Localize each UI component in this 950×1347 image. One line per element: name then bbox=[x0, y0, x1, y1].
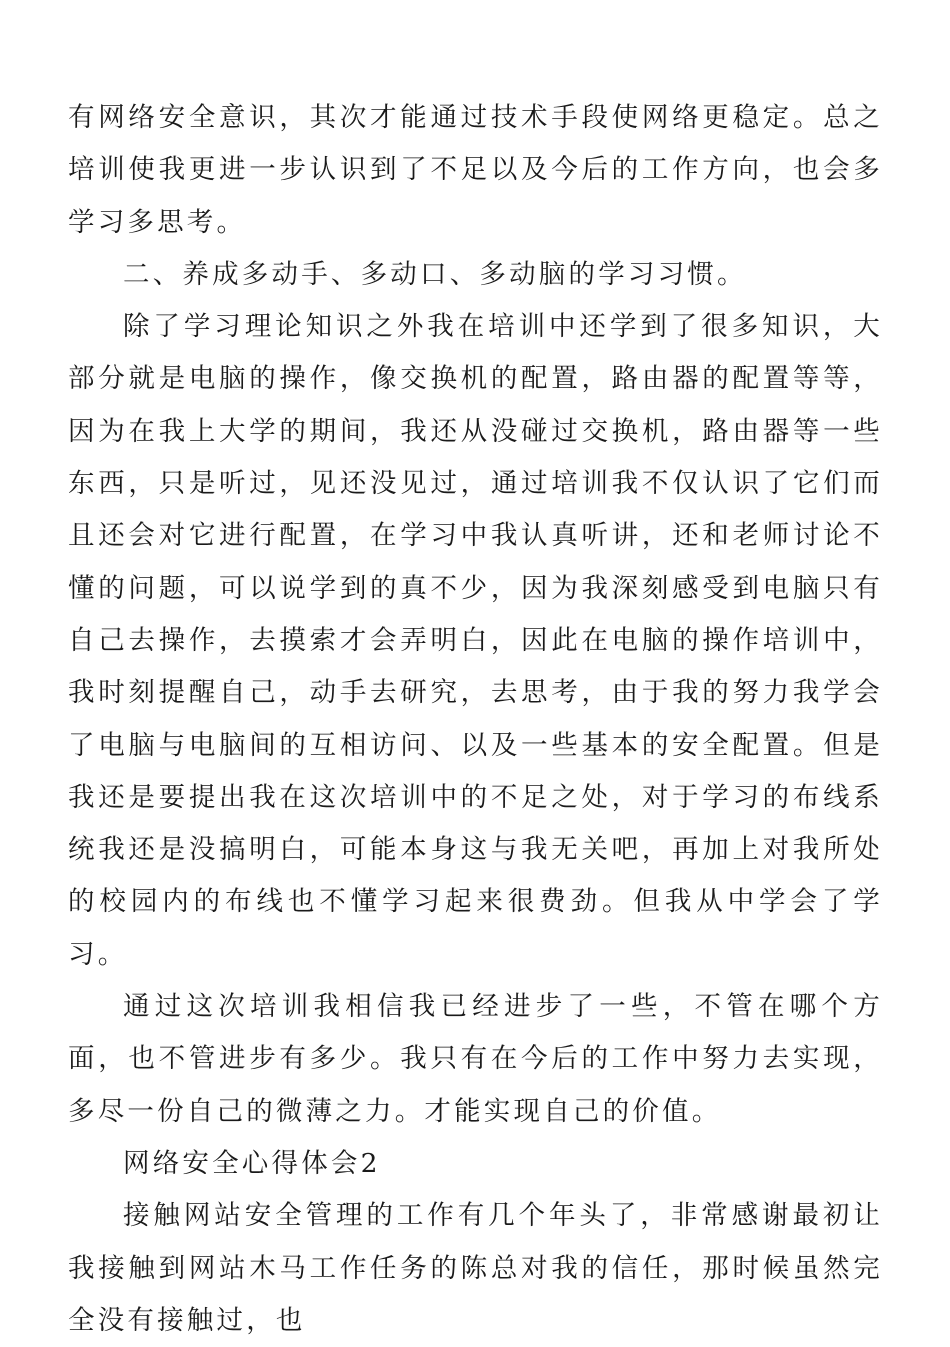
paragraph-continuation: 有网络安全意识，其次才能通过技术手段使网络更稳定。总之培训使我更进一步认识到了不足以及今后的工作方向，也会多学习多思考。 bbox=[68, 102, 883, 238]
document-body bbox=[68, 92, 883, 1347]
paragraph-progress: 通过这次培训我相信我已经进步了一些，不管在哪个方面，也不管进步有多少。我只有在今后的工作中努力去实现，多尽一份自己的微薄之力。才能实现自己的价值。 bbox=[68, 991, 883, 1127]
section-heading-habits: 二、养成多动手、多动口、多动脑的学习习惯。 bbox=[123, 258, 747, 290]
essay-title-2: 网络安全心得体会2 bbox=[123, 1147, 381, 1179]
paragraph-website-security: 接触网站安全管理的工作有几个年头了，非常感谢最初让我接触到网站木马工作任务的陈总对我的信任，那时候虽然完全没有接触过，也 bbox=[68, 1200, 883, 1336]
paragraph-practice: 除了学习理论知识之外我在培训中还学到了很多知识，大部分就是电脑的操作，像交换机的配置，路由器的配置等等，因为在我上大学的期间，我还从没碰过交换机，路由器等一些东西，只是听过，见还没见过，通过培训我不仅认识了它们而且还会对它进行配置，在学习中我认真听讲，还和老师讨论不懂的问题，可以说学到的真不少，因为我深刻感受到电脑只有自己去操作，去摸索才会弄明白，因此在电脑的操作培训中，我时刻提醒自己，动手去研究，去思考，由于我的努力我学会了电脑与电脑间的互相访问、以及一些基本的安全配置。但是我还是要提出我在这次培训中的不足之处，对于学习的布线系统我还是没搞明白，可能本身这与我无关吧，再加上对我所处的校园内的布线也不懂学习起来很费劲。但我从中学会了学习。 bbox=[68, 311, 883, 970]
